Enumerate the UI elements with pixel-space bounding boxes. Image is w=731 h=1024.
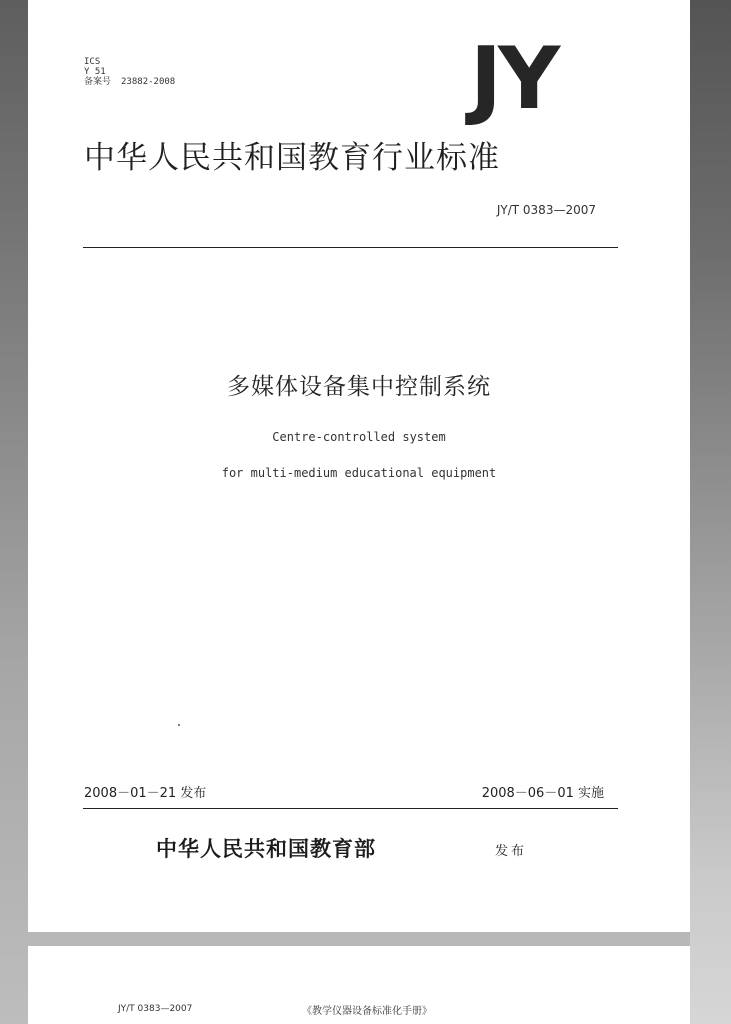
classification-block <box>84 57 175 87</box>
document-title-en-line1: Centre-controlled system <box>272 430 446 444</box>
document-title-zh: 多媒体设备集中控制系统 <box>227 374 491 400</box>
standard-code: JY/T 0383—2007 <box>496 203 596 217</box>
footer-divider <box>83 808 618 809</box>
page-header-book-title: 《教学仪器设备标准化手册》 <box>302 1006 432 1017</box>
filing-row <box>84 77 175 87</box>
filing-label: 备案号 <box>84 77 112 87</box>
ics-label: ICS <box>84 57 101 67</box>
filing-number: 23882-2008 <box>121 77 176 87</box>
viewer-right-edge <box>690 0 731 1024</box>
standard-category-title: 中华人民共和国教育行业标准 <box>84 140 500 176</box>
issue-date: 2008－01－21 发布 <box>84 786 207 801</box>
document-title-en-line2: for multi-medium educational equipment <box>221 466 497 480</box>
publisher-name: 中华人民共和国教育部 <box>156 837 376 861</box>
implementation-date: 2008－06－01 实施 <box>481 786 604 801</box>
classification-code: Y 51 <box>84 67 106 77</box>
jy-logo: JY <box>470 29 557 129</box>
document-page-cover <box>28 0 690 932</box>
page-header-code: JY/T 0383—2007 <box>118 1004 193 1014</box>
publish-label: 发布 <box>495 844 528 859</box>
scan-speck <box>178 724 180 726</box>
header-divider <box>83 247 618 248</box>
document-page-next <box>28 946 690 1024</box>
